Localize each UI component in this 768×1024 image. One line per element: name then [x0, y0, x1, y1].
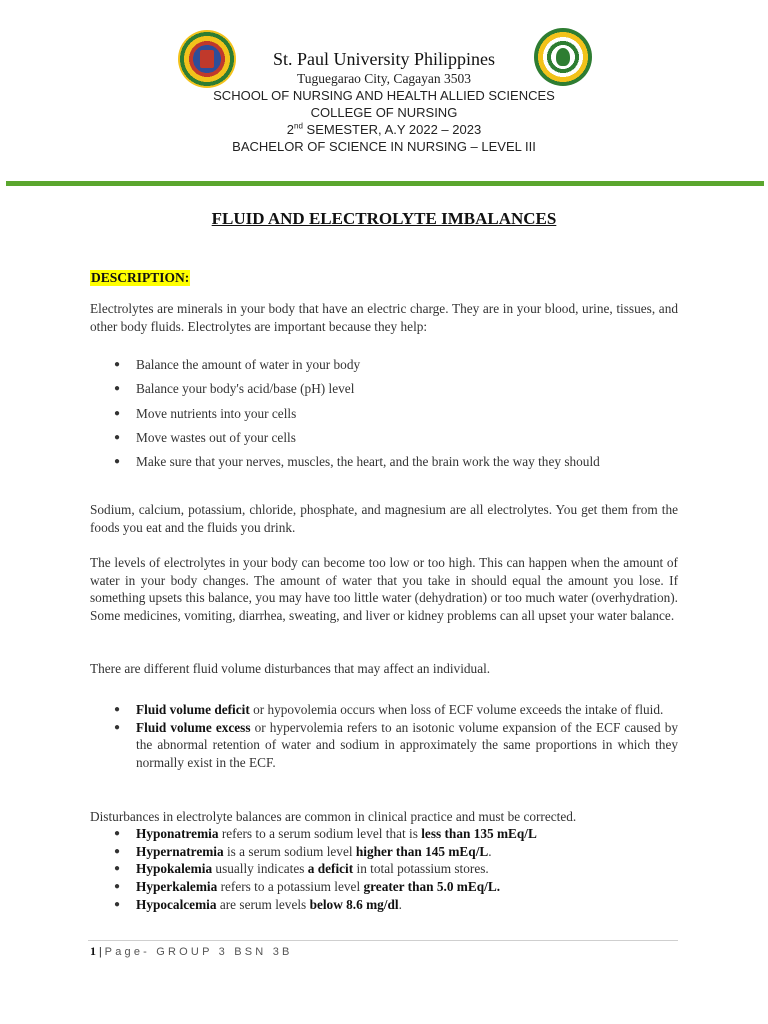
semester-number: 2	[286, 122, 295, 137]
list-item: ● Balance your body's acid/base (pH) level	[114, 381, 355, 397]
page-footer	[90, 944, 293, 959]
list-item: ● Balance the amount of water in your body	[114, 357, 361, 372]
term-label: Hypokalemia	[136, 861, 213, 877]
list-item-text: Make sure that your nerves, muscles, the heart, and the brain work the way they should	[136, 454, 600, 470]
term-definition: refers to a serum sodium level that is	[218, 826, 422, 841]
term-value: a deficit	[307, 861, 354, 877]
list-item: ● Move nutrients into your cells	[114, 405, 297, 421]
header-divider	[6, 181, 764, 186]
footer-divider	[88, 940, 678, 941]
electrolyte-functions-list	[90, 356, 678, 477]
document-title: FLUID AND ELECTROLYTE IMBALANCES	[211, 209, 557, 228]
list-item-text: Move wastes out of your cells	[136, 429, 296, 445]
footer-text: Page- GROUP 3 BSN 3B	[104, 946, 293, 958]
term-ending: in total potassium stores.	[353, 861, 489, 877]
page-number: 1	[90, 944, 96, 958]
list-item: ● Fluid volume excess or hypervolemia refers to an isotonic volume expansion of the ECF caused by the abnormal retention of water and sodium in approximately the same proportions in which they normally exist in the ECF.	[114, 719, 678, 771]
term-label: Fluid volume excess	[136, 719, 251, 735]
term-definition: usually indicates	[212, 861, 308, 877]
paragraph-electrolytes-intro: Electrolytes are minerals in your body that have an electric charge. They are in your blood, urine, tissues, and other body fluids. Electrolytes are important because they help:	[90, 301, 678, 334]
paragraph-electrolyte-sources: Sodium, calcium, potassium, chloride, phosphate, and magnesium are all electrolytes. You get them from the foods you eat and the fluids you drink.	[90, 502, 678, 535]
term-value: higher than 145 mEq/L	[355, 843, 489, 859]
list-item: ● Fluid volume deficit or hypovolemia occurs when loss of ECF volume exceeds the intake of fluid.	[114, 702, 664, 717]
paragraph-electrolyte-levels: The levels of electrolytes in your body can become too low or too high. This can happen when the amount of water in your body changes. The amount of water that you take in should equal the amount you lose. If something upsets this balance, you may have too little water (dehydration) or too much water (overhydration). Some medicines, vomiting, diarrhea, sweating, and liver or kidney problems can all upset your water balance.	[90, 555, 678, 624]
fluid-volume-list	[90, 701, 678, 772]
term-label: Hyponatremia	[136, 826, 219, 841]
list-item-text: Balance the amount of water in your body	[136, 357, 361, 372]
term-definition: is a serum sodium level	[223, 843, 356, 859]
term-label: Hyperkalemia	[136, 879, 218, 895]
paragraph-electrolyte-disturbances: Disturbances in electrolyte balances are common in clinical practice and must be corrected.	[90, 809, 577, 824]
college-name: COLLEGE OF NURSING	[310, 105, 458, 120]
list-item-text: Balance your body's acid/base (pH) level	[136, 381, 355, 397]
term-label: Hypernatremia	[136, 843, 224, 859]
document-header	[150, 48, 618, 155]
term-ending: .	[488, 843, 492, 859]
term-label: Fluid volume deficit	[136, 702, 250, 717]
term-value: below 8.6 mg/dl	[309, 896, 399, 912]
school-name: SCHOOL OF NURSING AND HEALTH ALLIED SCIENCES	[213, 88, 555, 103]
semester-suffix: nd	[294, 121, 303, 131]
list-item: ● Hypokalemia usually indicates a deficit in total potassium stores.	[114, 861, 489, 877]
list-item-text: Move nutrients into your cells	[136, 405, 297, 421]
term-definition: or hypovolemia occurs when loss of ECF volume exceeds the intake of fluid.	[249, 702, 664, 717]
list-item: ● Hyponatremia refers to a serum sodium level that is less than 135 mEq/L	[114, 826, 537, 841]
list-item: ● Hypernatremia is a serum sodium level higher than 145 mEq/L.	[114, 843, 492, 859]
list-item: ● Hyperkalemia refers to a potassium level greater than 5.0 mEq/L.	[114, 879, 501, 895]
list-item: ● Make sure that your nerves, muscles, the heart, and the brain work the way they should	[114, 454, 600, 470]
university-name: St. Paul University Philippines	[272, 49, 495, 69]
semester-text: SEMESTER, A.Y 2022 – 2023	[302, 122, 482, 137]
footer-separator: |	[99, 944, 102, 958]
term-definition: are serum levels	[216, 896, 310, 912]
list-item: ● Hypocalcemia are serum levels below 8.6 mg/dl.	[114, 896, 402, 912]
electrolyte-imbalance-list	[90, 825, 678, 914]
term-label: Hypocalcemia	[136, 896, 217, 912]
term-value: less than 135 mEq/L	[421, 826, 537, 841]
term-ending: .	[398, 896, 402, 912]
program-name: BACHELOR OF SCIENCE IN NURSING – LEVEL III	[232, 139, 536, 154]
description-heading: DESCRIPTION:	[91, 270, 190, 285]
semester-line	[150, 121, 618, 138]
term-definition: refers to a potassium level	[217, 879, 364, 895]
university-address: Tuguegarao City, Cagayan 3503	[296, 71, 472, 86]
paragraph-fluid-disturbances: There are different fluid volume disturbances that may affect an individual.	[90, 661, 491, 676]
list-item: ● Move wastes out of your cells	[114, 429, 296, 445]
term-value: greater than 5.0 mEq/L.	[363, 879, 501, 895]
term-definition: or hypervolemia refers to an isotonic volume expansion of the ECF caused by the abnormal retention of water and sodium in approximately the same proportions in which they normally exist in the ECF.	[136, 719, 678, 771]
